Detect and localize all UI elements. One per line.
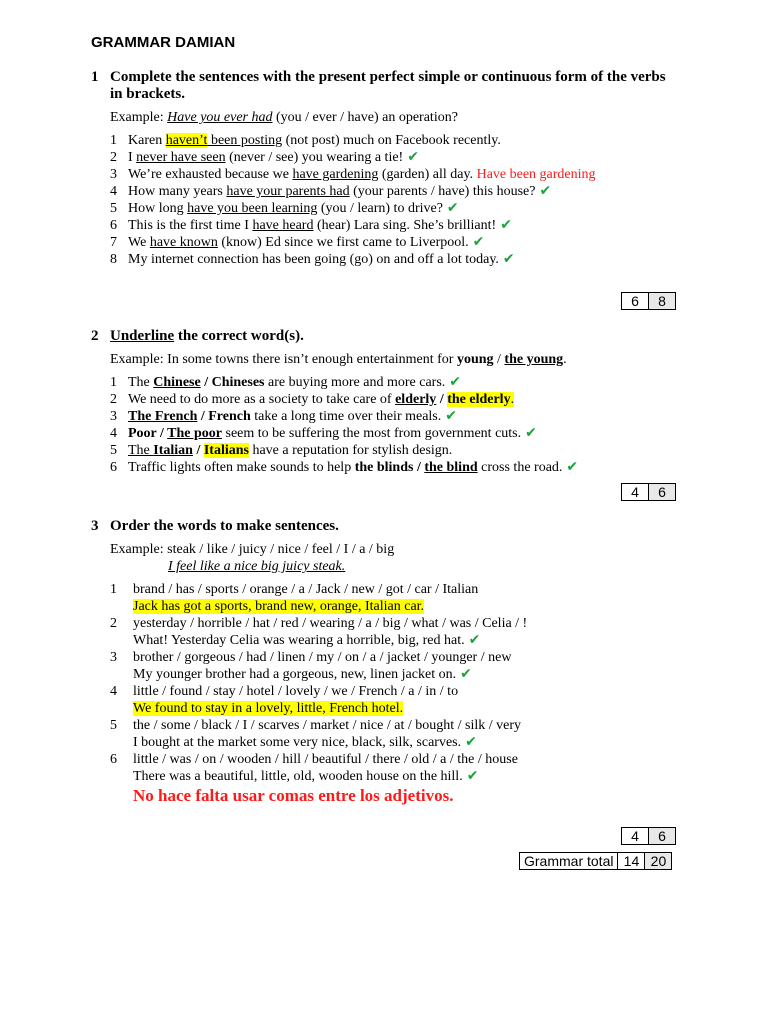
item-number: 2: [110, 150, 117, 165]
item-text: have a reputation for stylish design.: [248, 443, 453, 458]
s3-item-5-answer: [133, 734, 477, 751]
item-text: (garden) all day.: [378, 167, 477, 182]
check-icon: ✔: [445, 408, 457, 424]
section-2-number: 2: [91, 328, 99, 344]
example-label: Example:: [110, 352, 168, 367]
example-words: steak / like / juicy / nice / feel / I / a / big: [167, 542, 395, 557]
example-text: In some towns there isn’t enough entertainment for: [167, 352, 457, 367]
s3-item-2-answer: [133, 632, 480, 649]
s1-item-5: [110, 200, 459, 217]
score-value: 6: [622, 293, 649, 309]
s2-item-2: [110, 391, 515, 408]
item-number: 2: [110, 392, 117, 407]
section-3-score-box: [621, 827, 676, 845]
item-text: (not post) much on Facebook recently.: [282, 133, 501, 148]
highlighted-option: Italians: [203, 443, 249, 458]
option-selected: The French: [128, 409, 198, 424]
highlighted-answer: Jack has got a sports, brand new, orange, Italian car.: [133, 599, 425, 614]
item-answer: been posting: [207, 133, 283, 148]
item-number: 5: [110, 201, 117, 216]
item-text: seem to be suffering the most from government cuts.: [222, 426, 522, 441]
score-value: 4: [622, 828, 649, 844]
check-icon: ✔: [449, 374, 462, 390]
s3-item-6-answer: [133, 768, 478, 785]
item-text: (hear) Lara sing. She’s brilliant!: [313, 218, 497, 233]
item-text: (your parents / have) this house?: [349, 184, 536, 199]
item-number: 6: [110, 460, 117, 475]
highlighted-answer: We found to stay in a lovely, little, French hotel.: [133, 701, 404, 716]
item-answer: have you been learning: [187, 201, 318, 216]
check-icon: ✔: [446, 200, 459, 216]
item-number: 7: [110, 235, 117, 250]
example-answer: Have you ever had: [167, 110, 273, 125]
s1-item-2: [110, 149, 419, 166]
option: French: [208, 409, 251, 424]
item-text: cross the road.: [477, 460, 563, 475]
highlighted-answer: haven’t: [165, 133, 208, 148]
grammar-total-score: 14: [618, 853, 645, 869]
item-text: My internet connection has been going (go) on and off a lot today.: [128, 252, 499, 267]
check-icon: ✔: [460, 666, 472, 682]
s2-item-1: [110, 374, 462, 391]
item-number: 5: [110, 718, 117, 733]
grammar-total-label: Grammar total: [520, 853, 618, 869]
check-icon: ✔: [465, 734, 477, 750]
check-icon: ✔: [466, 768, 479, 784]
score-value: 4: [622, 484, 649, 500]
item-answer: have your parents had: [226, 184, 350, 199]
item-number: 6: [110, 752, 117, 767]
s2-item-6: [110, 459, 579, 476]
item-text: We’re exhausted because we: [128, 167, 293, 182]
item-text: take a long time over their meals.: [250, 409, 442, 424]
section-2-title: [110, 328, 304, 345]
s2-item-5: [110, 442, 453, 459]
s1-item-6: [110, 217, 512, 234]
title-rest: the correct word(s).: [174, 328, 304, 344]
item-answer: have gardening: [292, 167, 379, 182]
item-number: 1: [110, 133, 117, 148]
item-words: the / some / black / I / scarves / market / nice / at / bought / silk / very: [133, 718, 522, 733]
example-option-selected: the young: [504, 352, 564, 367]
check-icon: ✔: [502, 251, 515, 267]
item-text: Traffic lights often make sounds to help: [128, 460, 355, 475]
s3-item-5: [110, 717, 522, 734]
item-answer: My younger brother had a gorgeous, new, linen jacket on.: [133, 667, 457, 682]
section-1-example: [110, 109, 458, 126]
item-answer: have heard: [252, 218, 314, 233]
item-number: 3: [110, 650, 117, 665]
item-words: brand / has / sports / orange / a / Jack / new / got / car / Italian: [133, 582, 479, 597]
section-2-example: [110, 351, 567, 368]
option-sep: /: [413, 460, 425, 475]
section-1-number: 1: [91, 69, 99, 85]
option-sep: /: [436, 392, 448, 407]
example-option: young: [456, 352, 494, 367]
option: Chineses: [211, 375, 265, 390]
score-total: 8: [649, 293, 675, 309]
item-words: yesterday / horrible / hat / red / wearing / a / big / what / was / Celia / !: [133, 616, 528, 631]
item-text: We need to do more as a society to take care of: [128, 392, 396, 407]
score-total: 6: [649, 828, 675, 844]
option-sep: /: [197, 409, 209, 424]
check-icon: ✔: [525, 425, 537, 441]
item-number: 2: [110, 616, 117, 631]
grammar-total-box: [519, 852, 672, 870]
option-sep: /: [200, 375, 212, 390]
item-number: 3: [110, 167, 117, 182]
item-text: I: [128, 150, 137, 165]
example-label: Example:: [110, 542, 168, 557]
option-sep: /: [192, 443, 204, 458]
highlighted-option: the elderly: [447, 392, 511, 407]
item-number: 3: [110, 409, 117, 424]
item-text: (you / learn) to drive?: [317, 201, 443, 216]
example-sep: /: [493, 352, 505, 367]
title-underline-word: Underline: [110, 328, 175, 344]
s3-item-3: [110, 649, 512, 666]
correction-text: Have been gardening: [476, 167, 596, 182]
option-selected: the blind: [424, 460, 478, 475]
item-words: little / found / stay / hotel / lovely / we / French / a / in / to: [133, 684, 459, 699]
item-text: (never / see) you wearing a tie!: [225, 150, 404, 165]
teacher-note: No hace falta usar comas entre los adjetivos.: [133, 786, 454, 805]
s1-item-1: [110, 132, 501, 149]
section-3-example-answer: [168, 558, 345, 575]
item-text: Karen: [128, 133, 166, 148]
item-answer: What! Yesterday Celia was wearing a horrible, big, red hat.: [133, 633, 465, 648]
example-label: Example:: [110, 110, 168, 125]
option: Poor: [128, 426, 157, 441]
item-number: 4: [110, 184, 117, 199]
item-words: brother / gorgeous / had / linen / my / on / a / jacket / younger / new: [133, 650, 512, 665]
item-number: 4: [110, 684, 117, 699]
check-icon: ✔: [472, 234, 485, 250]
item-number: 8: [110, 252, 117, 267]
section-1-score-box: [621, 292, 676, 310]
item-number: 4: [110, 426, 117, 441]
item-answer: I bought at the market some very nice, black, silk, scarves.: [133, 735, 462, 750]
item-answer: There was a beautiful, little, old, wooden house on the hill.: [133, 769, 463, 784]
option-selected: The poor: [167, 426, 222, 441]
section-2-score-box: [621, 483, 676, 501]
item-text: (know) Ed since we first came to Liverpool.: [217, 235, 469, 250]
option-selected: elderly: [395, 392, 437, 407]
example-end: .: [563, 352, 567, 367]
section-3-number: 3: [91, 518, 99, 534]
s3-item-4-answer: [133, 700, 403, 717]
s1-item-4: [110, 183, 552, 200]
check-icon: ✔: [468, 632, 481, 648]
item-text: This is the first time I: [128, 218, 253, 233]
item-answer: never have seen: [136, 150, 226, 165]
section-1-title: Complete the sentences with the present perfect simple or continuous form of the verbs in brackets.: [110, 69, 666, 102]
item-number: 1: [110, 375, 117, 390]
item-text: The: [128, 375, 154, 390]
page-title: GRAMMAR DAMIAN: [91, 34, 236, 51]
option-selected: Chinese: [153, 375, 201, 390]
option: the blinds: [354, 460, 414, 475]
s3-item-1-answer: [133, 598, 424, 615]
s2-item-3: [110, 408, 457, 425]
grammar-total-max: 20: [645, 853, 671, 869]
s3-item-1: [110, 581, 479, 598]
item-text: are buying more and more cars.: [264, 375, 446, 390]
check-icon: ✔: [500, 217, 512, 233]
item-number: 5: [110, 443, 117, 458]
item-text: How many years: [128, 184, 227, 199]
check-icon: ✔: [539, 183, 552, 199]
s2-item-4: [110, 425, 537, 442]
section-3-title: Order the words to make sentences.: [110, 518, 339, 534]
option-sep: /: [156, 426, 168, 441]
item-number: 6: [110, 218, 117, 233]
s1-item-3: [110, 166, 596, 183]
s3-item-6: [110, 751, 518, 768]
item-text: How long: [128, 201, 188, 216]
example-rest: (you / ever / have) an operation?: [272, 110, 458, 125]
item-text: .: [510, 392, 515, 407]
s1-item-8: [110, 251, 515, 268]
section-3-example: [110, 541, 394, 558]
s3-item-3-answer: [133, 666, 472, 683]
item-words: little / was / on / wooden / hill / beautiful / there / old / a / the / house: [133, 752, 518, 767]
item-text: We: [128, 235, 150, 250]
item-number: 1: [110, 582, 117, 597]
item-answer: have known: [149, 235, 218, 250]
option-selected: Italian: [153, 443, 193, 458]
s3-item-2: [110, 615, 528, 632]
check-icon: ✔: [566, 459, 579, 475]
s3-item-4: [110, 683, 459, 700]
score-total: 6: [649, 484, 675, 500]
example-answer: I feel like a nice big juicy steak.: [168, 559, 346, 574]
check-icon: ✔: [407, 149, 419, 165]
s1-item-7: [110, 234, 485, 251]
item-text-underlined: The: [128, 443, 154, 458]
